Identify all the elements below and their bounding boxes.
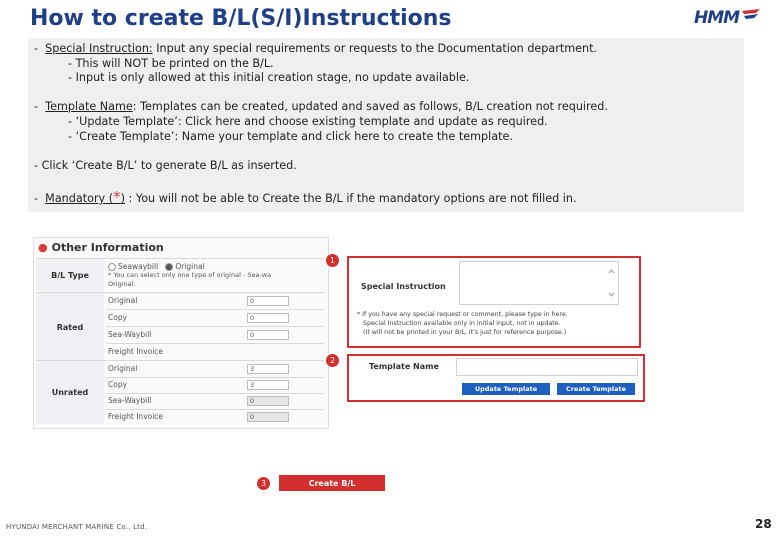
- unrated-original-label: Original: [108, 364, 138, 373]
- unrated-seawaybill-select[interactable]: 0: [247, 396, 289, 406]
- create-template-button[interactable]: Create Template: [557, 383, 635, 395]
- update-template-button[interactable]: Update Template: [462, 383, 550, 395]
- unrated-copy-label: Copy: [108, 380, 128, 389]
- unrated-copy-select[interactable]: 3: [247, 380, 289, 390]
- note-template-sub2: - ‘Create Template’: Name your template and click here to create the template.: [68, 130, 513, 143]
- note-template-name: - Template Name: Templates can be created, updated and saved as follows, B/L creation not required.: [34, 100, 608, 113]
- unrated-freight-invoice-label: Freight Invoice: [108, 412, 164, 421]
- rated-original-label: Original: [108, 296, 138, 305]
- special-instruction-label: Special Instruction: [361, 282, 446, 291]
- rated-original-select[interactable]: 0: [247, 296, 289, 306]
- step-3-marker: 3: [257, 477, 270, 490]
- other-information-panel: [33, 237, 329, 429]
- special-instruction-notes: * If you have any special request or comment, please type in here. Special Instruction available only in initial input, not in update. (It will not be printed in your B/L, it's just for reference purpose.): [357, 311, 568, 336]
- bl-type-head: B/L Type: [36, 259, 104, 291]
- create-bl-button[interactable]: Create B/L: [279, 475, 385, 491]
- unrated-head: Unrated: [36, 361, 104, 424]
- textarea-scroll-icon: [608, 268, 615, 298]
- template-name-label: Template Name: [369, 362, 439, 371]
- note-mandatory: - Mandatory (*) : You will not be able to Create the B/L if the mandatory options are not filled in.: [34, 188, 577, 206]
- template-name-input[interactable]: [456, 358, 638, 376]
- hmm-logo: HMM: [694, 8, 740, 28]
- rated-copy-label: Copy: [108, 313, 128, 322]
- note-special-sub2: - Input is only allowed at this initial creation stage, no update available.: [68, 71, 470, 84]
- special-instruction-box: [347, 256, 641, 348]
- step-2-marker: 2: [326, 354, 339, 367]
- special-instruction-textarea[interactable]: [459, 261, 619, 305]
- template-name-box: [347, 354, 645, 402]
- logo-wing-icon: [742, 9, 760, 23]
- rated-freight-invoice-label: Freight Invoice: [108, 347, 164, 356]
- step-1-marker: 1: [326, 254, 339, 267]
- radio-seawaybill[interactable]: [108, 263, 116, 271]
- note-special-sub1: - This will NOT be printed on the B/L.: [68, 57, 274, 70]
- note-special-instruction: - Special Instruction: Input any special requirements or requests to the Documentation department.: [34, 42, 598, 55]
- page-title: How to create B/L(S/I)Instructions: [30, 6, 452, 31]
- instructions-box: [28, 38, 744, 212]
- bl-type-options: Seawaybill Original: [108, 262, 205, 271]
- unrated-original-select[interactable]: 3: [247, 364, 289, 374]
- bl-type-hint: * You can select only one type of original - Sea-wa: [108, 271, 272, 279]
- unrated-seawaybill-label: Sea-Waybill: [108, 396, 152, 405]
- note-click-create: - Click ‘Create B/L’ to generate B/L as inserted.: [34, 159, 297, 172]
- bullet-icon: ●: [38, 241, 48, 254]
- page-number: 28: [755, 517, 772, 531]
- bl-type-hint2: Original.: [108, 280, 136, 288]
- footer-company: HYUNDAI MERCHANT MARINE Co., Ltd.: [6, 523, 148, 531]
- rated-head: Rated: [36, 293, 104, 361]
- rated-seawaybill-select[interactable]: 0: [247, 330, 289, 340]
- rated-seawaybill-label: Sea-Waybill: [108, 330, 152, 339]
- section-title: ● Other Information: [38, 241, 164, 254]
- rated-copy-select[interactable]: 0: [247, 313, 289, 323]
- radio-original[interactable]: [165, 263, 173, 271]
- note-template-sub1: - ‘Update Template’: Click here and choose existing template and update as required.: [68, 115, 548, 128]
- unrated-freight-invoice-select[interactable]: 0: [247, 412, 289, 422]
